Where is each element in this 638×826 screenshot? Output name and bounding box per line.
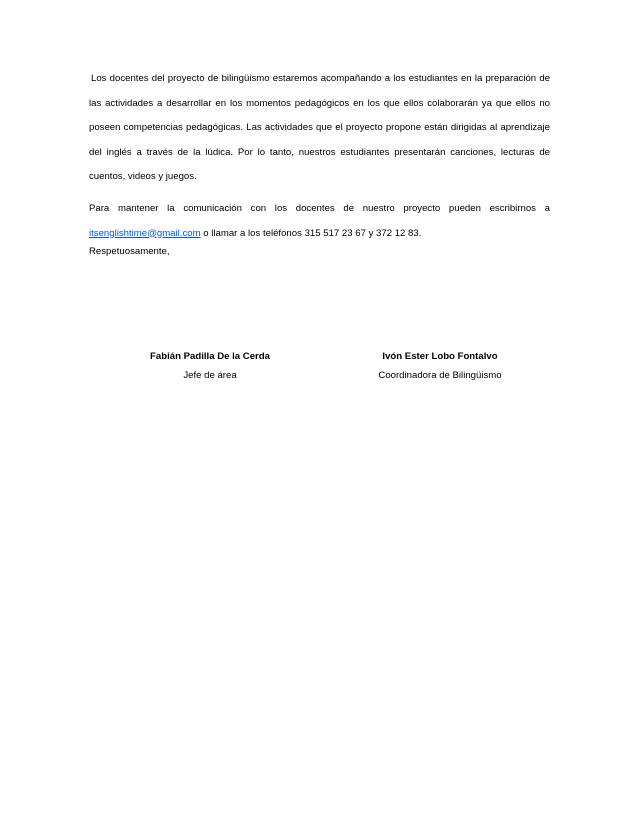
signer-title: Jefe de área <box>183 370 237 381</box>
paragraph-contact <box>89 197 550 246</box>
signer-name: Ivón Ester Lobo Fontalvo <box>382 351 498 362</box>
signer-title: Coordinadora de Bilingüismo <box>378 370 502 381</box>
signer-name: Fabián Padilla De la Cerda <box>150 351 270 362</box>
signature-block-right <box>340 347 540 385</box>
paragraph-activities: Los docentes del proyecto de bilingüismo estaremos acompañando a los estudiantes en la preparación de las actividades a desarrollar en los momentos pedagógicos en los que ellos colaborarán ya que ellos no poseen competencias pedagógicas. Las actividades que el proyecto propone están dirigidas al aprendizaje del inglés a través de la lúdica. Por lo tanto, nuestros estudiantes presentarán canciones, lecturas de cuentos, videos y juegos. <box>89 73 550 182</box>
contact-text-end: o llamar a los teléfonos 315 517 23 67 y 372 12 83. <box>200 227 422 239</box>
email-link[interactable]: itsenglishtime@gmail.com <box>89 227 201 239</box>
closing-salutation: Respetuosamente, <box>89 246 170 257</box>
contact-text-start: Para mantener la comunicación con los docentes de nuestro proyecto pueden escribirnos a <box>89 203 550 214</box>
signature-block-left <box>110 347 310 385</box>
